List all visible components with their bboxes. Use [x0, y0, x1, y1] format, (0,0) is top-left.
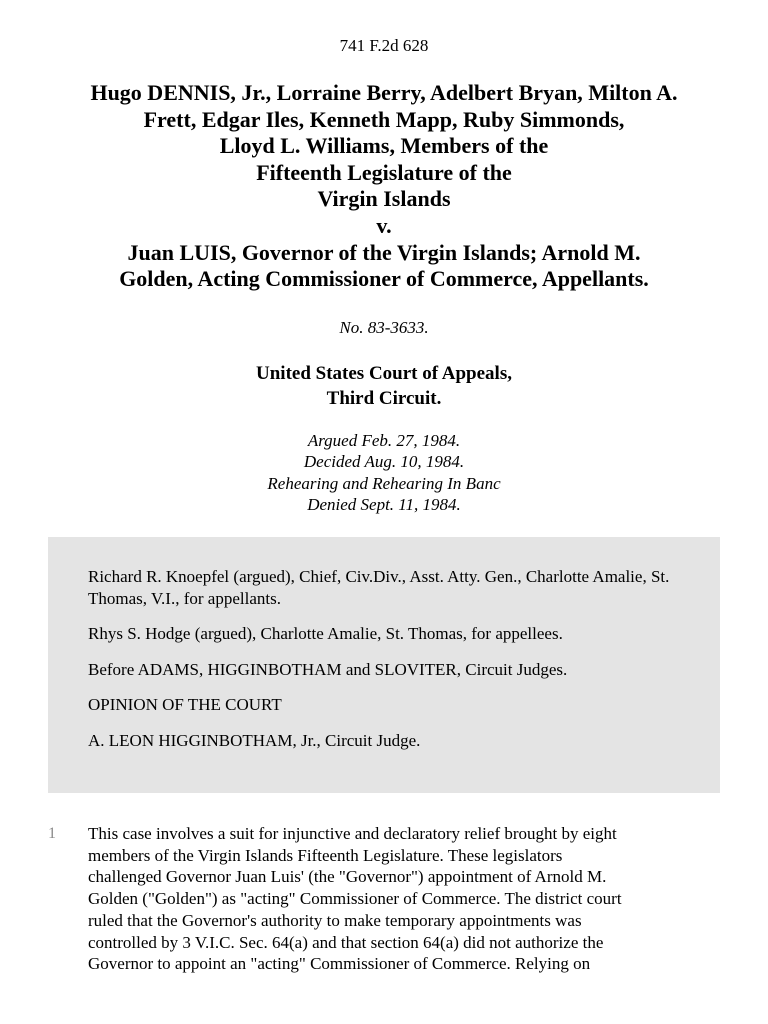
- counsel-appellees: Rhys S. Hodge (argued), Charlotte Amalie, St. Thomas, for appellees.: [88, 624, 563, 643]
- caption-versus: v.: [376, 212, 392, 238]
- docket-number: No. 83-3633.: [339, 318, 429, 337]
- caption-line: Hugo DENNIS, Jr., Lorraine Berry, Adelbert Bryan, Milton A.: [90, 80, 678, 105]
- judges-panel: Before ADAMS, HIGGINBOTHAM and SLOVITER, Circuit Judges.: [88, 659, 568, 679]
- paragraph-line: challenged Governor Juan Luis' (the "Governor") appointment of Arnold M.: [88, 867, 607, 887]
- court-name-line-2: Third Circuit.: [326, 387, 442, 409]
- paragraph-text: [88, 823, 764, 975]
- paragraph-line: Governor to appoint an "acting" Commissioner of Commerce. Relying on: [88, 954, 591, 974]
- paragraph-line: This case involves a suit for injunctive and declaratory relief brought by eight: [88, 824, 617, 843]
- counsel-box: [48, 537, 720, 793]
- caption-line: Lloyd L. Williams, Members of the: [219, 133, 549, 159]
- paragraph-line: controlled by 3 V.I.C. Sec. 64(a) and that section 64(a) did not authorize the: [88, 932, 604, 952]
- paragraph-line: ruled that the Governor's authority to make temporary appointments was: [88, 910, 582, 930]
- argued-date: Argued Feb. 27, 1984.: [307, 431, 461, 450]
- paragraph-line: members of the Virgin Islands Fifteenth Legislature. These legislators: [88, 845, 563, 865]
- paragraph-number: 1: [48, 825, 56, 842]
- caption-line: Golden, Acting Commissioner of Commerce, Appellants.: [119, 266, 649, 292]
- court-name-line-1: United States Court of Appeals,: [256, 363, 512, 384]
- caption-line: Frett, Edgar Iles, Kenneth Mapp, Ruby Simmonds,: [143, 106, 625, 132]
- case-caption: [20, 80, 748, 293]
- court-name: [0, 362, 768, 411]
- opinion-author: A. LEON HIGGINBOTHAM, Jr., Circuit Judge.: [88, 730, 421, 750]
- opinion-heading: OPINION OF THE COURT: [88, 695, 282, 714]
- caption-line: Virgin Islands: [317, 186, 451, 212]
- case-citation: 741 F.2d 628: [339, 36, 429, 55]
- rehearing-note: Rehearing and Rehearing In Banc: [267, 473, 501, 493]
- denied-date: Denied Sept. 11, 1984.: [307, 495, 461, 515]
- case-dates: [0, 430, 768, 516]
- paragraph-line: Golden ("Golden") as "acting" Commissioner of Commerce. The district court: [88, 889, 622, 909]
- caption-line: Juan LUIS, Governor of the Virgin Islands; Arnold M.: [127, 239, 641, 265]
- caption-line: Fifteenth Legislature of the: [256, 159, 512, 185]
- counsel-appellants: Richard R. Knoepfel (argued), Chief, Civ.Div., Asst. Atty. Gen., Charlotte Amalie, St. Thomas, V.I., for appellants.: [88, 567, 670, 608]
- decided-date: Decided Aug. 10, 1984.: [303, 452, 465, 472]
